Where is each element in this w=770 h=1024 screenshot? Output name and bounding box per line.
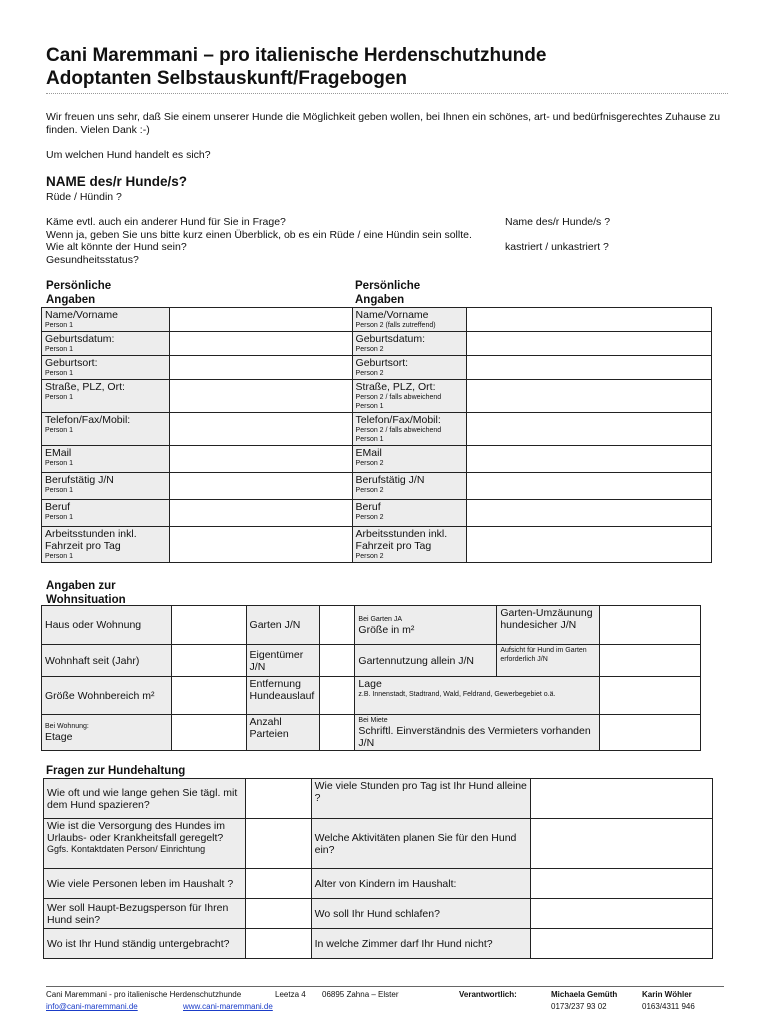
dog-age-question: Wie alt könnte der Hund sein? xyxy=(46,241,187,253)
main-person-question: Wer soll Haupt-Bezugsperson für Ihren Hund sein? xyxy=(44,899,246,929)
housed-answer[interactable] xyxy=(245,929,311,959)
personal-label-cell-left xyxy=(42,413,170,446)
household-persons-question: Wie viele Personen leben im Haushalt ? xyxy=(44,869,246,899)
personal-person-note: Person 1 xyxy=(45,460,74,467)
floor-field[interactable] xyxy=(171,715,246,751)
walk-answer[interactable] xyxy=(245,779,311,819)
personal-input-person-1[interactable] xyxy=(169,380,352,413)
main-person-answer[interactable] xyxy=(245,899,311,929)
personal-person-note: Person 1 xyxy=(45,394,74,401)
housing-heading: Angaben zur Wohnsituation xyxy=(46,580,126,606)
personal-row xyxy=(42,332,712,356)
personal-input-person-1[interactable] xyxy=(169,446,352,473)
personal-person-note: Person 1 xyxy=(45,514,74,521)
personal-label-cell-right xyxy=(352,413,466,446)
footer-phone-2: 0163/4311 946 xyxy=(642,1002,695,1011)
personal-field-label: Arbeitsstunden inkl. Fahrzeit pro Tag xyxy=(45,528,137,552)
personal-field-label: Geburtsdatum: xyxy=(355,333,425,345)
personal-person-note: Person 2 xyxy=(355,460,384,467)
personal-field-label: Straße, PLZ, Ort: xyxy=(355,381,436,393)
keeping-table xyxy=(43,778,713,959)
personal-field-label: Beruf xyxy=(45,501,71,513)
dog-overview: Wenn ja, geben Sie uns bitte kurz einen Überblick, ob es ein Rüde / eine Hündin sein sollte. xyxy=(46,229,472,241)
care-note: Ggfs. Kontaktdaten Person/ Einrichtung xyxy=(47,844,206,854)
personal-field-label: Name/Vorname xyxy=(355,309,429,321)
footer-web-link[interactable]: www.cani-maremmani.de xyxy=(183,1002,273,1011)
landlord-consent-field[interactable] xyxy=(600,715,701,751)
footer-person-2: Karin Wöhler xyxy=(642,990,692,999)
personal-person-note: Person 1 xyxy=(45,553,74,560)
garden-size-label: Größe in m² xyxy=(358,623,415,636)
walk-question: Wie oft und wie lange gehen Sie tägl. mit dem Hund spazieren? xyxy=(44,779,246,819)
personal-label-cell-right xyxy=(352,473,466,500)
housed-question: Wo ist Ihr Hund ständig untergebracht? xyxy=(44,929,246,959)
intro-question: Um welchen Hund handelt es sich? xyxy=(46,149,211,161)
title-divider xyxy=(46,93,728,94)
personal-person-note: Person 1 xyxy=(45,427,74,434)
personal-input-person-1[interactable] xyxy=(169,473,352,500)
location-field[interactable] xyxy=(600,677,701,715)
personal-input-person-1[interactable] xyxy=(169,356,352,380)
personal-input-person-1[interactable] xyxy=(169,308,352,332)
dog-name-heading: NAME des/r Hunde/s? xyxy=(46,174,188,189)
keeping-heading: Fragen zur Hundehaltung xyxy=(46,765,186,777)
dog-neutered: kastriert / unkastriert ? xyxy=(505,241,609,253)
owner-field[interactable] xyxy=(319,645,355,677)
garden-supervision-field[interactable] xyxy=(600,645,701,677)
personal-field-label: Beruf xyxy=(355,501,381,513)
footer-person-1: Michaela Gemüth xyxy=(551,990,618,999)
personal-label-cell-right xyxy=(352,446,466,473)
personal-label-cell-left xyxy=(42,380,170,413)
intro-text: Wir freuen uns sehr, daß Sie einem unserer Hunde die Möglichkeit geben wollen, bei Ihnen ein schönes, art- und bedürfnisgerechtes Zuhause zu finden. Vielen Dank :-) xyxy=(46,111,721,136)
personal-label-cell-left xyxy=(42,308,170,332)
personal-input-person-1[interactable] xyxy=(169,332,352,356)
garden-fence-label: Garten-Umzäunung hundesicher J/N xyxy=(497,606,600,645)
personal-row xyxy=(42,356,712,380)
personal-person-note: Person 2 / falls abweichend Person 1 xyxy=(355,427,442,443)
personal-field-label: Berufstätig J/N xyxy=(45,474,114,486)
housing-garden-field[interactable] xyxy=(319,606,355,645)
personal-field-label: Name/Vorname xyxy=(45,309,118,321)
forbidden-rooms-answer[interactable] xyxy=(531,929,713,959)
landlord-consent-label: Schriftl. Einverständnis des Vermieters vorhanden J/N xyxy=(358,725,591,749)
footer-email-link[interactable]: info@cani-maremmani.de xyxy=(46,1002,138,1011)
activities-question: Welche Aktivitäten planen Sie für den Hund ein? xyxy=(311,819,531,869)
page-title xyxy=(46,44,546,90)
personal-input-person-2[interactable] xyxy=(466,332,712,356)
personal-input-person-2[interactable] xyxy=(466,308,712,332)
personal-label-cell-left xyxy=(42,473,170,500)
housing-since-label: Wohnhaft seit (Jahr) xyxy=(42,645,172,677)
title-line-1: Cani Maremmani – pro italienische Herdenschutzhunde xyxy=(46,45,547,66)
personal-label-cell-left xyxy=(42,356,170,380)
housing-since-field[interactable] xyxy=(171,645,246,677)
location-label: Lage xyxy=(358,678,382,690)
personal-label-cell-left xyxy=(42,332,170,356)
parties-field[interactable] xyxy=(319,715,355,751)
owner-label: Eigentümer J/N xyxy=(246,645,319,677)
personal-person-note: Person 2 / falls abweichend Person 1 xyxy=(355,394,442,410)
garden-use-label: Gartennutzung allein J/N xyxy=(355,645,497,677)
title-line-2: Adoptanten Selbstauskunft/Fragebogen xyxy=(46,68,408,89)
personal-label-cell-right xyxy=(352,527,466,563)
personal-label-cell-right xyxy=(352,500,466,527)
household-persons-answer[interactable] xyxy=(245,869,311,899)
distance-field[interactable] xyxy=(319,677,355,715)
dog-health: Gesundheitsstatus? xyxy=(46,254,139,266)
parties-label: Anzahl Parteien xyxy=(246,715,319,751)
other-dog-name: Name des/r Hunde/s ? xyxy=(505,216,611,228)
personal-field-label: EMail xyxy=(45,447,72,459)
personal-person-note: Person 1 xyxy=(45,322,74,329)
personal-person-note: Person 2 xyxy=(355,514,384,521)
personal-label-cell-right xyxy=(352,308,466,332)
floor-note: Bei Wohnung: xyxy=(45,723,89,730)
personal-field-label: Arbeitsstunden inkl. Fahrzeit pro Tag xyxy=(355,528,448,552)
footer-street: Leetza 4 xyxy=(275,990,306,999)
alone-hours-answer[interactable] xyxy=(531,779,713,819)
location-note: z.B. Innenstadt, Stadtrand, Wald, Feldrand, Gewerbegebiet o.ä. xyxy=(358,691,556,698)
personal-input-person-1[interactable] xyxy=(169,527,352,563)
personal-input-person-1[interactable] xyxy=(169,500,352,527)
personal-data-table xyxy=(41,307,712,563)
activities-answer[interactable] xyxy=(531,819,713,869)
personal-field-label: Telefon/Fax/Mobil: xyxy=(45,414,131,426)
personal-field-label: EMail xyxy=(355,447,382,459)
personal-heading-left: Persönliche Angaben xyxy=(46,280,112,306)
housing-garden-label: Garten J/N xyxy=(246,606,319,645)
personal-person-note: Person 2 xyxy=(355,553,384,560)
garden-supervision-label: Aufsicht für Hund im Garten erforderlich J/N xyxy=(497,645,600,677)
personal-field-label: Geburtsort: xyxy=(45,357,98,369)
personal-input-person-2[interactable] xyxy=(466,446,712,473)
garden-note: Bei Garten JA xyxy=(358,615,402,623)
personal-field-label: Geburtsdatum: xyxy=(45,333,115,345)
personal-person-note: Person 2 (falls zutreffend) xyxy=(355,322,436,329)
sleep-question: Wo soll Ihr Hund schlafen? xyxy=(311,899,531,929)
personal-person-note: Person 2 xyxy=(355,370,384,377)
personal-input-person-1[interactable] xyxy=(169,413,352,446)
footer-org: Cani Maremmani - pro italienische Herdenschutzhunde xyxy=(46,990,242,999)
personal-row xyxy=(42,380,712,413)
forbidden-rooms-question: In welche Zimmer darf Ihr Hund nicht? xyxy=(311,929,531,959)
personal-label-cell-left xyxy=(42,446,170,473)
care-question: Wie ist die Versorgung des Hundes im Urlaubs- oder Krankheitsfall geregelt? xyxy=(47,820,226,844)
care-answer[interactable] xyxy=(245,819,311,869)
footer-responsible-label: Verantwortlich: xyxy=(459,990,517,999)
personal-row xyxy=(42,446,712,473)
footer-city: 06895 Zahna – Elster xyxy=(322,990,399,999)
personal-heading-right: Persönliche Angaben xyxy=(355,280,421,306)
personal-field-label: Telefon/Fax/Mobil: xyxy=(355,414,441,426)
personal-input-person-2[interactable] xyxy=(466,500,712,527)
rent-note: Bei Miete xyxy=(358,717,388,724)
housing-table xyxy=(41,605,701,751)
personal-label-cell-left xyxy=(42,500,170,527)
personal-field-label: Geburtsort: xyxy=(355,357,409,369)
personal-label-cell-right xyxy=(352,332,466,356)
personal-input-person-2[interactable] xyxy=(466,413,712,446)
garden-fence-field[interactable] xyxy=(600,606,701,645)
personal-label-cell-left xyxy=(42,527,170,563)
personal-row xyxy=(42,308,712,332)
housing-house-field[interactable] xyxy=(171,606,246,645)
personal-label-cell-right xyxy=(352,356,466,380)
personal-row xyxy=(42,527,712,563)
housing-house-label: Haus oder Wohnung xyxy=(42,606,172,645)
personal-input-person-2[interactable] xyxy=(466,473,712,500)
personal-label-cell-right xyxy=(352,380,466,413)
personal-field-label: Berufstätig J/N xyxy=(355,474,425,486)
distance-label: Entfernung Hundeauslauf xyxy=(246,677,319,715)
living-size-label: Größe Wohnbereich m² xyxy=(42,677,172,715)
personal-person-note: Person 1 xyxy=(45,370,74,377)
personal-input-person-2[interactable] xyxy=(466,380,712,413)
footer-divider xyxy=(46,986,724,987)
dog-sex: Rüde / Hündin ? xyxy=(46,191,122,203)
personal-row xyxy=(42,500,712,527)
personal-row xyxy=(42,413,712,446)
children-age-answer[interactable] xyxy=(531,869,713,899)
personal-person-note: Person 1 xyxy=(45,487,74,494)
personal-field-label: Straße, PLZ, Ort: xyxy=(45,381,125,393)
personal-input-person-2[interactable] xyxy=(466,356,712,380)
other-dog-question: Käme evtl. auch ein anderer Hund für Sie in Frage? xyxy=(46,216,286,228)
sleep-answer[interactable] xyxy=(531,899,713,929)
living-size-field[interactable] xyxy=(171,677,246,715)
alone-hours-question: Wie viele Stunden pro Tag ist Ihr Hund alleine ? xyxy=(311,779,531,819)
footer-phone-1: 0173/237 93 02 xyxy=(551,1002,607,1011)
personal-person-note: Person 2 xyxy=(355,346,384,353)
personal-row xyxy=(42,473,712,500)
children-age-question: Alter von Kindern im Haushalt: xyxy=(311,869,531,899)
floor-label: Etage xyxy=(45,731,73,743)
personal-person-note: Person 1 xyxy=(45,346,74,353)
personal-input-person-2[interactable] xyxy=(466,527,712,563)
personal-person-note: Person 2 xyxy=(355,487,384,494)
